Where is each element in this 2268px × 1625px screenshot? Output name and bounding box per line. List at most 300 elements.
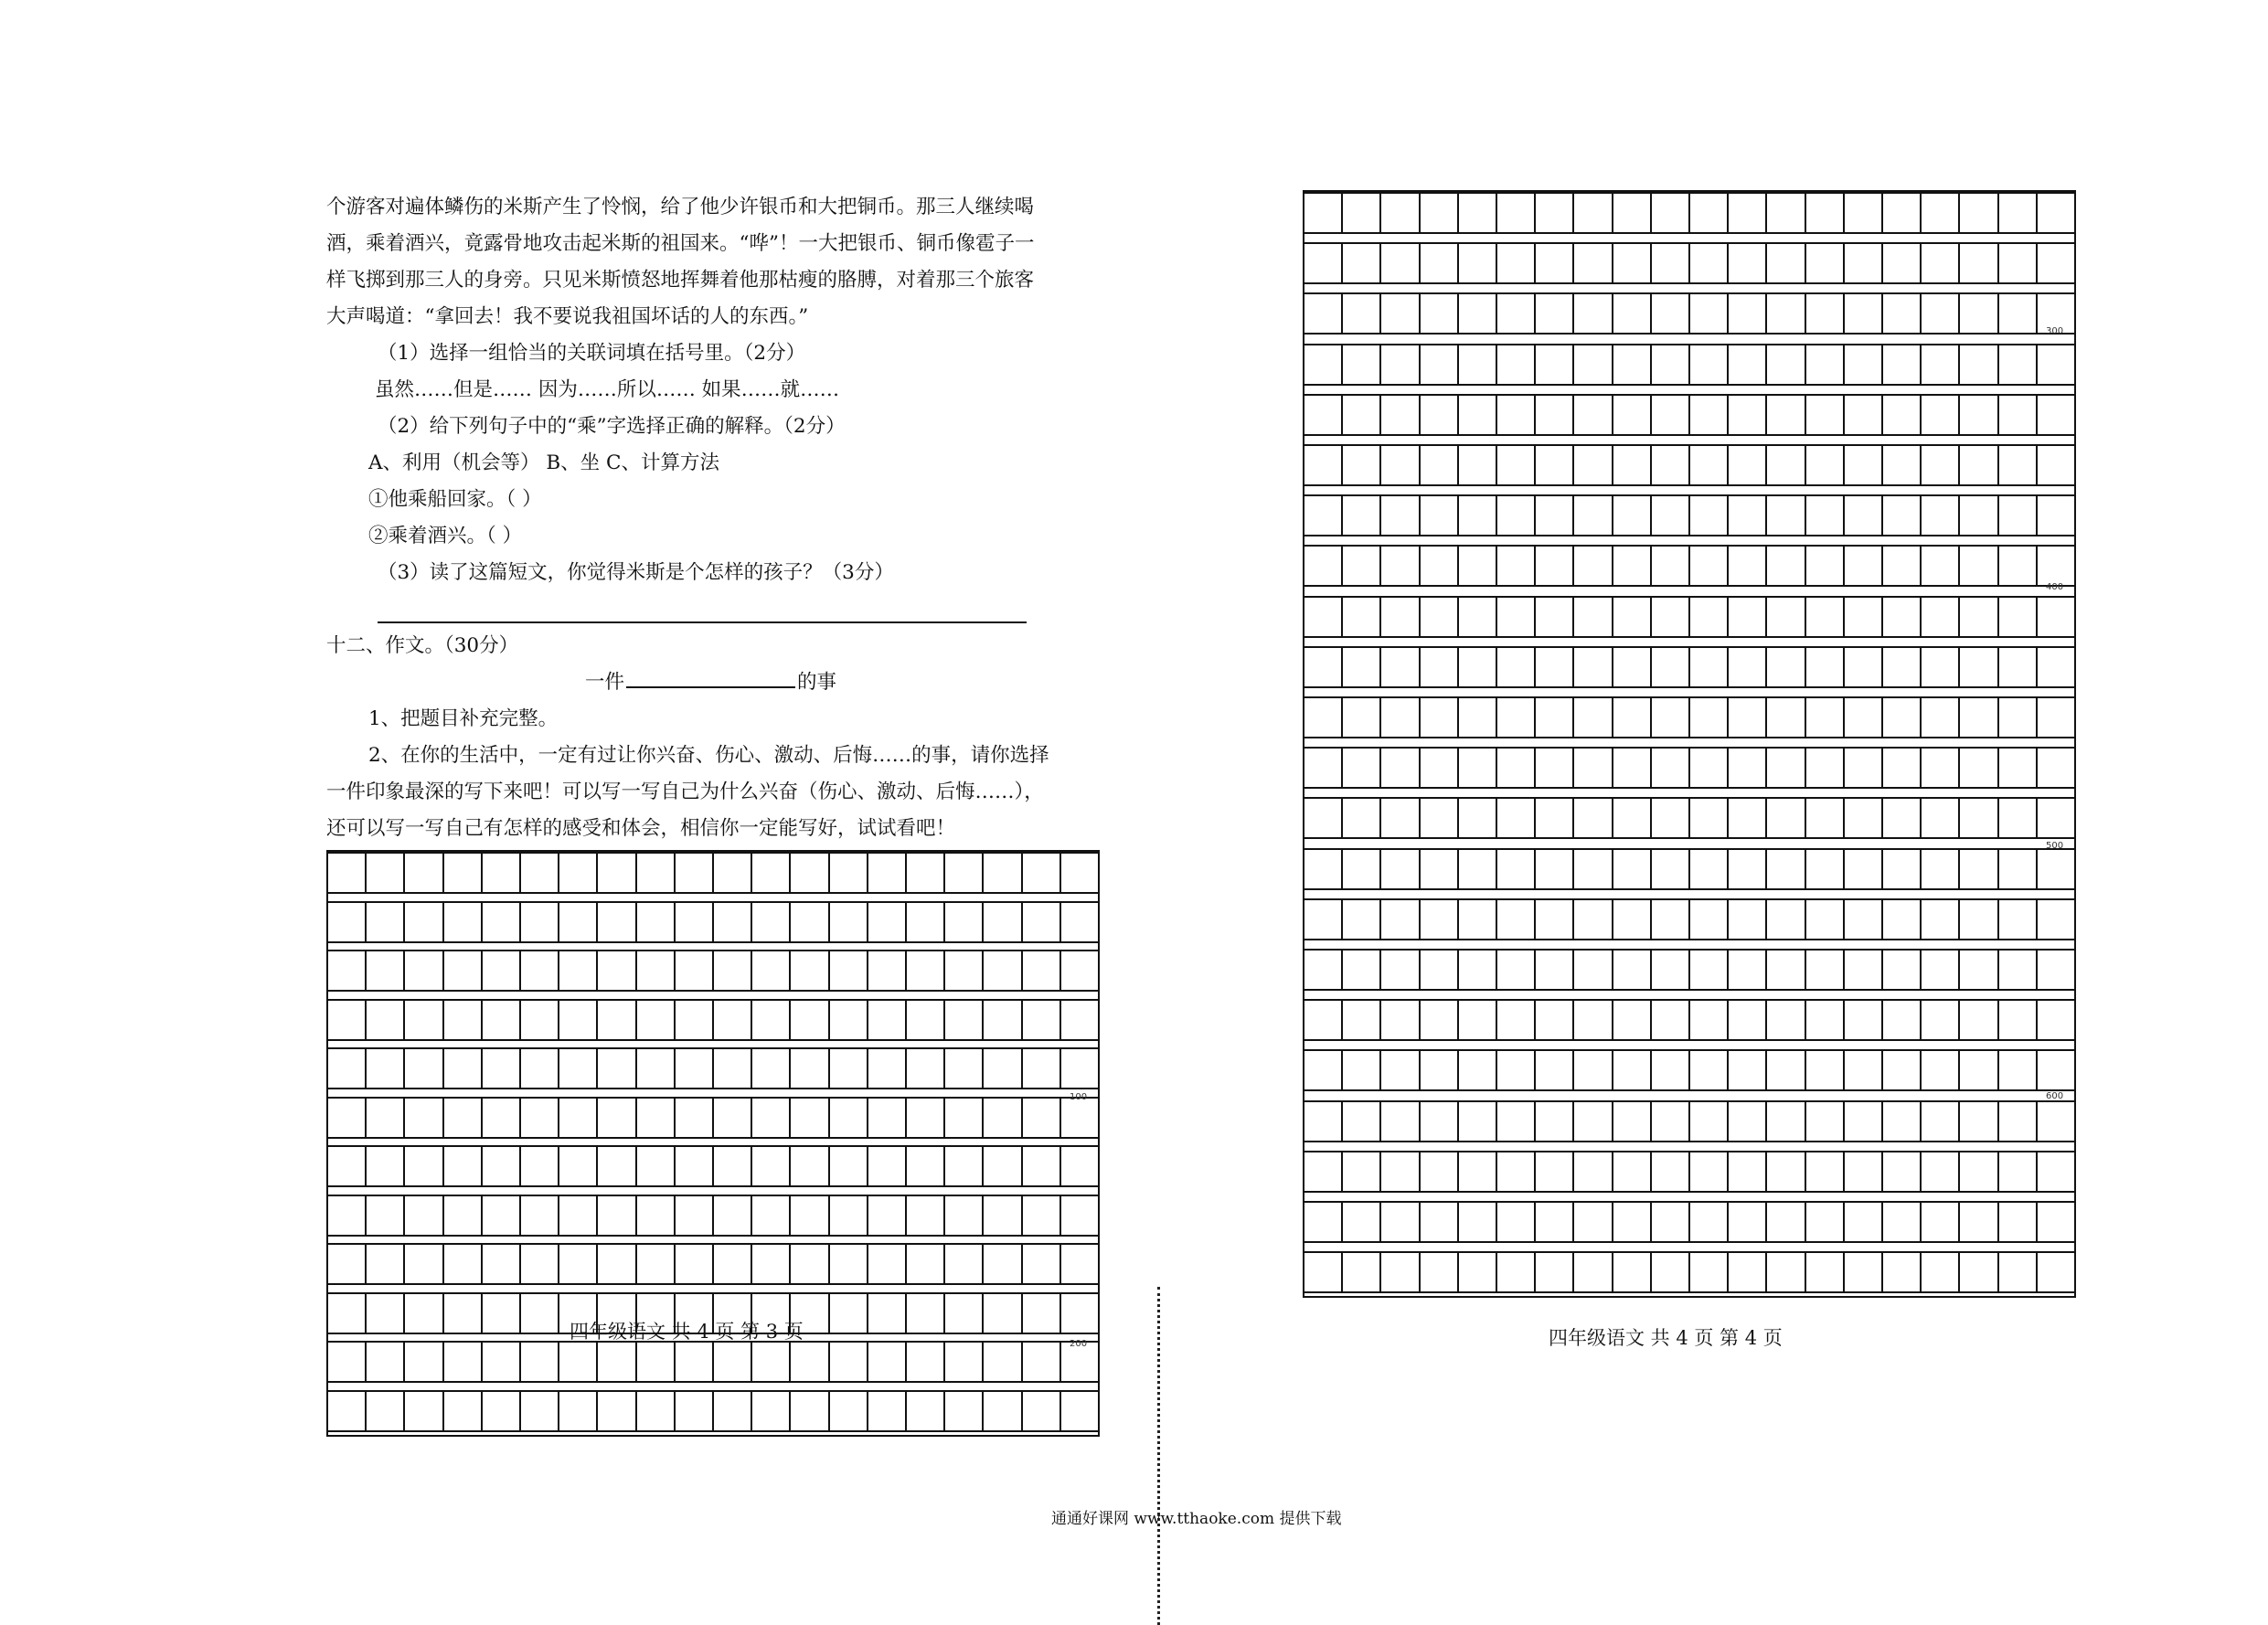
grid-cell[interactable] bbox=[714, 1196, 752, 1235]
grid-cell[interactable] bbox=[2038, 1001, 2074, 1039]
grid-cell[interactable] bbox=[830, 1049, 868, 1088]
grid-cell[interactable] bbox=[1690, 1203, 1729, 1241]
grid-cell[interactable] bbox=[1883, 547, 1922, 585]
grid-cell[interactable] bbox=[1023, 1099, 1061, 1137]
grid-cell[interactable] bbox=[637, 951, 676, 990]
grid-cell[interactable] bbox=[1922, 496, 1960, 535]
grid-cell[interactable] bbox=[1304, 698, 1343, 737]
grid-cell[interactable] bbox=[1845, 1001, 1883, 1039]
grid-cell[interactable] bbox=[1960, 1152, 1998, 1191]
grid-cell[interactable] bbox=[1613, 1152, 1652, 1191]
grid-cell[interactable] bbox=[637, 1147, 676, 1185]
grid-cell[interactable] bbox=[1806, 951, 1845, 989]
grid-cell[interactable] bbox=[2038, 1253, 2074, 1291]
grid-cell[interactable] bbox=[752, 1049, 791, 1088]
grid-cell[interactable] bbox=[1690, 294, 1729, 333]
grid-cell[interactable] bbox=[598, 1147, 636, 1185]
grid-cell[interactable] bbox=[1806, 1102, 1845, 1141]
grid-cell[interactable] bbox=[1767, 446, 1805, 484]
grid-cell[interactable] bbox=[1767, 951, 1805, 989]
grid-cell[interactable] bbox=[1061, 1049, 1098, 1088]
grid-cell[interactable] bbox=[559, 1392, 598, 1430]
grid-cell[interactable] bbox=[1061, 1099, 1098, 1137]
grid-cell[interactable] bbox=[405, 1343, 443, 1381]
grid-cell[interactable] bbox=[984, 1294, 1022, 1333]
grid-cell[interactable] bbox=[328, 1099, 367, 1137]
grid-cell[interactable] bbox=[1613, 799, 1652, 837]
grid-cell[interactable] bbox=[1421, 749, 1459, 787]
grid-cell[interactable] bbox=[984, 854, 1022, 892]
grid-cell[interactable] bbox=[1999, 547, 2038, 585]
grid-cell[interactable] bbox=[984, 1147, 1022, 1185]
grid-cell[interactable] bbox=[1497, 648, 1536, 686]
grid-cell[interactable] bbox=[945, 1147, 984, 1185]
grid-cell[interactable] bbox=[637, 1099, 676, 1137]
grid-cell[interactable] bbox=[1729, 194, 1767, 232]
grid-cell[interactable] bbox=[1381, 1152, 1420, 1191]
grid-cell[interactable] bbox=[1343, 1203, 1381, 1241]
grid-cell[interactable] bbox=[1729, 598, 1767, 636]
grid-cell[interactable] bbox=[1729, 547, 1767, 585]
grid-cell[interactable] bbox=[1613, 951, 1652, 989]
grid-cell[interactable] bbox=[559, 1049, 598, 1088]
grid-cell[interactable] bbox=[1421, 396, 1459, 434]
grid-cell[interactable] bbox=[676, 951, 714, 990]
grid-cell[interactable] bbox=[1999, 1001, 2038, 1039]
grid-cell[interactable] bbox=[984, 1001, 1022, 1039]
grid-cell[interactable] bbox=[1806, 749, 1845, 787]
grid-cell[interactable] bbox=[637, 1392, 676, 1430]
grid-cell[interactable] bbox=[1574, 648, 1613, 686]
grid-cell[interactable] bbox=[1690, 345, 1729, 384]
grid-cell[interactable] bbox=[1574, 1001, 1613, 1039]
grid-cell[interactable] bbox=[1536, 194, 1574, 232]
grid-cell[interactable] bbox=[1806, 900, 1845, 939]
grid-cell[interactable] bbox=[1767, 698, 1805, 737]
grid-cell[interactable] bbox=[1845, 900, 1883, 939]
grid-cell[interactable] bbox=[752, 1392, 791, 1430]
grid-cell[interactable] bbox=[1381, 396, 1420, 434]
grid-cell[interactable] bbox=[367, 1294, 405, 1333]
grid-cell[interactable] bbox=[521, 1196, 559, 1235]
grid-cell[interactable] bbox=[1343, 496, 1381, 535]
grid-cell[interactable] bbox=[1381, 850, 1420, 888]
grid-cell[interactable] bbox=[483, 1147, 521, 1185]
grid-cell[interactable] bbox=[444, 1343, 483, 1381]
grid-cell[interactable] bbox=[1729, 396, 1767, 434]
grid-cell[interactable] bbox=[559, 1196, 598, 1235]
grid-cell[interactable] bbox=[1613, 648, 1652, 686]
grid-cell[interactable] bbox=[907, 1196, 945, 1235]
grid-cell[interactable] bbox=[328, 1392, 367, 1430]
grid-cell[interactable] bbox=[907, 1099, 945, 1137]
grid-cell[interactable] bbox=[1999, 496, 2038, 535]
grid-cell[interactable] bbox=[1806, 698, 1845, 737]
grid-cell[interactable] bbox=[1061, 1245, 1098, 1283]
grid-cell[interactable] bbox=[367, 1343, 405, 1381]
grid-cell[interactable] bbox=[1652, 496, 1690, 535]
grid-cell[interactable] bbox=[868, 1196, 907, 1235]
grid-cell[interactable] bbox=[1999, 900, 2038, 939]
grid-cell[interactable] bbox=[1652, 749, 1690, 787]
grid-cell[interactable] bbox=[1845, 1253, 1883, 1291]
grid-cell[interactable] bbox=[1690, 1051, 1729, 1089]
grid-cell[interactable] bbox=[1421, 1152, 1459, 1191]
grid-cell[interactable] bbox=[367, 1147, 405, 1185]
grid-cell[interactable] bbox=[1922, 294, 1960, 333]
grid-cell[interactable] bbox=[752, 1343, 791, 1381]
grid-cell[interactable] bbox=[598, 1099, 636, 1137]
grid-cell[interactable] bbox=[1304, 648, 1343, 686]
grid-cell[interactable] bbox=[1459, 194, 1497, 232]
grid-cell[interactable] bbox=[1381, 951, 1420, 989]
grid-cell[interactable] bbox=[1421, 1102, 1459, 1141]
grid-cell[interactable] bbox=[1960, 446, 1998, 484]
grid-cell[interactable] bbox=[1421, 1001, 1459, 1039]
grid-cell[interactable] bbox=[1381, 799, 1420, 837]
grid-cell[interactable] bbox=[1381, 1253, 1420, 1291]
grid-cell[interactable] bbox=[483, 903, 521, 941]
grid-cell[interactable] bbox=[714, 1343, 752, 1381]
grid-cell[interactable] bbox=[1960, 547, 1998, 585]
grid-cell[interactable] bbox=[1421, 951, 1459, 989]
grid-cell[interactable] bbox=[1652, 446, 1690, 484]
grid-cell[interactable] bbox=[1421, 446, 1459, 484]
grid-cell[interactable] bbox=[1304, 1102, 1343, 1141]
grid-cell[interactable] bbox=[1652, 194, 1690, 232]
grid-cell[interactable] bbox=[1536, 799, 1574, 837]
grid-cell[interactable] bbox=[1806, 194, 1845, 232]
grid-cell[interactable] bbox=[1883, 598, 1922, 636]
grid-cell[interactable] bbox=[1883, 1152, 1922, 1191]
grid-cell[interactable] bbox=[2038, 547, 2074, 585]
grid-cell[interactable] bbox=[1421, 850, 1459, 888]
grid-cell[interactable] bbox=[791, 1196, 829, 1235]
grid-cell[interactable] bbox=[1806, 294, 1845, 333]
grid-cell[interactable] bbox=[1806, 598, 1845, 636]
grid-cell[interactable] bbox=[367, 1099, 405, 1137]
grid-cell[interactable] bbox=[1690, 900, 1729, 939]
grid-cell[interactable] bbox=[1883, 396, 1922, 434]
grid-cell[interactable] bbox=[1690, 1253, 1729, 1291]
grid-cell[interactable] bbox=[521, 951, 559, 990]
grid-cell[interactable] bbox=[405, 1245, 443, 1283]
grid-cell[interactable] bbox=[328, 1001, 367, 1039]
grid-cell[interactable] bbox=[483, 1001, 521, 1039]
grid-cell[interactable] bbox=[405, 1049, 443, 1088]
grid-cell[interactable] bbox=[1729, 648, 1767, 686]
writing-grid-left[interactable] bbox=[326, 850, 1100, 1437]
grid-cell[interactable] bbox=[2038, 244, 2074, 282]
grid-cell[interactable] bbox=[521, 1392, 559, 1430]
grid-cell[interactable] bbox=[1729, 446, 1767, 484]
grid-cell[interactable] bbox=[559, 854, 598, 892]
grid-cell[interactable] bbox=[1421, 648, 1459, 686]
grid-cell[interactable] bbox=[2038, 1152, 2074, 1191]
grid-cell[interactable] bbox=[1767, 194, 1805, 232]
grid-cell[interactable] bbox=[637, 1245, 676, 1283]
grid-cell[interactable] bbox=[1806, 1253, 1845, 1291]
grid-cell[interactable] bbox=[1883, 1253, 1922, 1291]
grid-cell[interactable] bbox=[1304, 951, 1343, 989]
grid-cell[interactable] bbox=[1497, 294, 1536, 333]
grid-cell[interactable] bbox=[1381, 244, 1420, 282]
grid-cell[interactable] bbox=[1845, 446, 1883, 484]
grid-cell[interactable] bbox=[1845, 951, 1883, 989]
grid-cell[interactable] bbox=[1536, 1203, 1574, 1241]
grid-cell[interactable] bbox=[1304, 598, 1343, 636]
grid-cell[interactable] bbox=[1304, 1001, 1343, 1039]
grid-cell[interactable] bbox=[1497, 598, 1536, 636]
grid-cell[interactable] bbox=[1613, 1102, 1652, 1141]
grid-cell[interactable] bbox=[868, 951, 907, 990]
grid-cell[interactable] bbox=[1536, 294, 1574, 333]
grid-cell[interactable] bbox=[1381, 900, 1420, 939]
grid-cell[interactable] bbox=[483, 1196, 521, 1235]
grid-cell[interactable] bbox=[1304, 1051, 1343, 1089]
grid-cell[interactable] bbox=[868, 1392, 907, 1430]
grid-cell[interactable] bbox=[367, 1049, 405, 1088]
grid-cell[interactable] bbox=[1459, 1152, 1497, 1191]
grid-cell[interactable] bbox=[1459, 648, 1497, 686]
grid-cell[interactable] bbox=[1999, 648, 2038, 686]
grid-cell[interactable] bbox=[1574, 547, 1613, 585]
grid-cell[interactable] bbox=[1922, 850, 1960, 888]
grid-cell[interactable] bbox=[1421, 598, 1459, 636]
grid-cell[interactable] bbox=[521, 1099, 559, 1137]
grid-cell[interactable] bbox=[676, 1245, 714, 1283]
grid-cell[interactable] bbox=[1922, 900, 1960, 939]
grid-cell[interactable] bbox=[1922, 1253, 1960, 1291]
grid-cell[interactable] bbox=[1613, 749, 1652, 787]
grid-cell[interactable] bbox=[791, 951, 829, 990]
grid-cell[interactable] bbox=[444, 1245, 483, 1283]
grid-cell[interactable] bbox=[1381, 446, 1420, 484]
grid-cell[interactable] bbox=[1497, 496, 1536, 535]
grid-cell[interactable] bbox=[1459, 446, 1497, 484]
grid-cell[interactable] bbox=[1922, 345, 1960, 384]
grid-cell[interactable] bbox=[984, 1196, 1022, 1235]
grid-cell[interactable] bbox=[984, 1049, 1022, 1088]
grid-cell[interactable] bbox=[1767, 1102, 1805, 1141]
grid-cell[interactable] bbox=[328, 1343, 367, 1381]
grid-cell[interactable] bbox=[1421, 799, 1459, 837]
grid-cell[interactable] bbox=[1960, 1253, 1998, 1291]
grid-cell[interactable] bbox=[405, 1392, 443, 1430]
grid-cell[interactable] bbox=[984, 1099, 1022, 1137]
grid-cell[interactable] bbox=[559, 951, 598, 990]
grid-cell[interactable] bbox=[984, 1343, 1022, 1381]
grid-cell[interactable] bbox=[676, 903, 714, 941]
grid-cell[interactable] bbox=[1574, 749, 1613, 787]
grid-cell[interactable] bbox=[1883, 345, 1922, 384]
grid-cell[interactable] bbox=[1381, 194, 1420, 232]
grid-cell[interactable] bbox=[1304, 547, 1343, 585]
grid-cell[interactable] bbox=[2038, 1203, 2074, 1241]
grid-cell[interactable] bbox=[598, 1245, 636, 1283]
grid-cell[interactable] bbox=[830, 951, 868, 990]
grid-cell[interactable] bbox=[1061, 903, 1098, 941]
grid-cell[interactable] bbox=[444, 1294, 483, 1333]
grid-cell[interactable] bbox=[945, 1392, 984, 1430]
grid-cell[interactable] bbox=[1883, 698, 1922, 737]
grid-cell[interactable] bbox=[598, 1343, 636, 1381]
grid-cell[interactable] bbox=[714, 1147, 752, 1185]
grid-cell[interactable] bbox=[1459, 598, 1497, 636]
grid-cell[interactable] bbox=[1536, 345, 1574, 384]
grid-cell[interactable] bbox=[598, 951, 636, 990]
grid-cell[interactable] bbox=[1806, 396, 1845, 434]
grid-cell[interactable] bbox=[714, 951, 752, 990]
grid-cell[interactable] bbox=[714, 1001, 752, 1039]
grid-cell[interactable] bbox=[714, 1392, 752, 1430]
grid-cell[interactable] bbox=[945, 1196, 984, 1235]
grid-cell[interactable] bbox=[1729, 698, 1767, 737]
grid-cell[interactable] bbox=[1023, 1343, 1061, 1381]
grid-cell[interactable] bbox=[868, 903, 907, 941]
grid-cell[interactable] bbox=[328, 1245, 367, 1283]
grid-cell[interactable] bbox=[2038, 749, 2074, 787]
grid-cell[interactable] bbox=[1883, 951, 1922, 989]
grid-cell[interactable] bbox=[1421, 698, 1459, 737]
grid-cell[interactable] bbox=[1729, 244, 1767, 282]
grid-cell[interactable] bbox=[1304, 799, 1343, 837]
grid-cell[interactable] bbox=[598, 854, 636, 892]
grid-cell[interactable] bbox=[1381, 1203, 1420, 1241]
grid-cell[interactable] bbox=[1883, 194, 1922, 232]
grid-cell[interactable] bbox=[1574, 1102, 1613, 1141]
grid-cell[interactable] bbox=[444, 1049, 483, 1088]
grid-cell[interactable] bbox=[1767, 244, 1805, 282]
grid-cell[interactable] bbox=[1845, 698, 1883, 737]
grid-cell[interactable] bbox=[1343, 698, 1381, 737]
grid-cell[interactable] bbox=[1767, 547, 1805, 585]
grid-cell[interactable] bbox=[2038, 900, 2074, 939]
grid-cell[interactable] bbox=[1690, 547, 1729, 585]
grid-cell[interactable] bbox=[559, 1001, 598, 1039]
grid-cell[interactable] bbox=[1061, 1294, 1098, 1333]
grid-cell[interactable] bbox=[328, 903, 367, 941]
grid-cell[interactable] bbox=[868, 1049, 907, 1088]
grid-cell[interactable] bbox=[907, 951, 945, 990]
grid-cell[interactable] bbox=[1999, 850, 2038, 888]
grid-cell[interactable] bbox=[945, 1294, 984, 1333]
grid-cell[interactable] bbox=[367, 1245, 405, 1283]
grid-cell[interactable] bbox=[1343, 598, 1381, 636]
grid-cell[interactable] bbox=[830, 1001, 868, 1039]
grid-cell[interactable] bbox=[1613, 446, 1652, 484]
grid-cell[interactable] bbox=[1690, 698, 1729, 737]
grid-cell[interactable] bbox=[405, 1147, 443, 1185]
grid-cell[interactable] bbox=[2038, 698, 2074, 737]
grid-cell[interactable] bbox=[1381, 698, 1420, 737]
grid-cell[interactable] bbox=[1845, 547, 1883, 585]
grid-cell[interactable] bbox=[1343, 1152, 1381, 1191]
grid-cell[interactable] bbox=[1767, 850, 1805, 888]
grid-cell[interactable] bbox=[1883, 799, 1922, 837]
grid-cell[interactable] bbox=[1343, 446, 1381, 484]
grid-cell[interactable] bbox=[1421, 547, 1459, 585]
grid-cell[interactable] bbox=[1960, 799, 1998, 837]
grid-cell[interactable] bbox=[1729, 749, 1767, 787]
grid-cell[interactable] bbox=[1343, 345, 1381, 384]
grid-cell[interactable] bbox=[1343, 396, 1381, 434]
grid-cell[interactable] bbox=[1497, 799, 1536, 837]
grid-cell[interactable] bbox=[1690, 446, 1729, 484]
grid-cell[interactable] bbox=[1806, 244, 1845, 282]
grid-cell[interactable] bbox=[1729, 1051, 1767, 1089]
grid-cell[interactable] bbox=[1536, 648, 1574, 686]
grid-cell[interactable] bbox=[367, 1001, 405, 1039]
grid-cell[interactable] bbox=[830, 903, 868, 941]
grid-cell[interactable] bbox=[1574, 1203, 1613, 1241]
grid-cell[interactable] bbox=[1999, 749, 2038, 787]
grid-cell[interactable] bbox=[1023, 1196, 1061, 1235]
grid-cell[interactable] bbox=[483, 854, 521, 892]
grid-cell[interactable] bbox=[1652, 1253, 1690, 1291]
grid-cell[interactable] bbox=[637, 1343, 676, 1381]
grid-cell[interactable] bbox=[1729, 294, 1767, 333]
grid-cell[interactable] bbox=[907, 1147, 945, 1185]
grid-cell[interactable] bbox=[328, 1147, 367, 1185]
grid-cell[interactable] bbox=[1536, 698, 1574, 737]
grid-cell[interactable] bbox=[1729, 951, 1767, 989]
grid-cell[interactable] bbox=[1613, 1253, 1652, 1291]
grid-cell[interactable] bbox=[676, 1099, 714, 1137]
grid-cell[interactable] bbox=[1574, 1253, 1613, 1291]
grid-cell[interactable] bbox=[1381, 1102, 1420, 1141]
grid-cell[interactable] bbox=[1574, 1051, 1613, 1089]
grid-cell[interactable] bbox=[1381, 598, 1420, 636]
grid-cell[interactable] bbox=[1767, 396, 1805, 434]
grid-cell[interactable] bbox=[483, 951, 521, 990]
grid-cell[interactable] bbox=[1922, 547, 1960, 585]
grid-cell[interactable] bbox=[1304, 194, 1343, 232]
grid-cell[interactable] bbox=[598, 1001, 636, 1039]
grid-cell[interactable] bbox=[1497, 1051, 1536, 1089]
grid-cell[interactable] bbox=[1304, 244, 1343, 282]
grid-cell[interactable] bbox=[1883, 1001, 1922, 1039]
grid-cell[interactable] bbox=[1767, 598, 1805, 636]
grid-cell[interactable] bbox=[1304, 294, 1343, 333]
grid-cell[interactable] bbox=[1883, 1051, 1922, 1089]
grid-cell[interactable] bbox=[1613, 900, 1652, 939]
grid-cell[interactable] bbox=[1497, 1253, 1536, 1291]
grid-cell[interactable] bbox=[1960, 698, 1998, 737]
grid-cell[interactable] bbox=[1690, 850, 1729, 888]
grid-cell[interactable] bbox=[1061, 951, 1098, 990]
grid-cell[interactable] bbox=[1999, 396, 2038, 434]
grid-cell[interactable] bbox=[1883, 900, 1922, 939]
grid-cell[interactable] bbox=[1960, 951, 1998, 989]
grid-cell[interactable] bbox=[1960, 1051, 1998, 1089]
grid-cell[interactable] bbox=[1497, 194, 1536, 232]
grid-cell[interactable] bbox=[1883, 648, 1922, 686]
grid-cell[interactable] bbox=[1613, 547, 1652, 585]
grid-cell[interactable] bbox=[1304, 446, 1343, 484]
grid-cell[interactable] bbox=[2038, 799, 2074, 837]
grid-cell[interactable] bbox=[1421, 294, 1459, 333]
grid-cell[interactable] bbox=[1999, 345, 2038, 384]
grid-cell[interactable] bbox=[367, 951, 405, 990]
grid-cell[interactable] bbox=[1381, 1051, 1420, 1089]
grid-cell[interactable] bbox=[830, 1392, 868, 1430]
grid-cell[interactable] bbox=[1574, 850, 1613, 888]
grid-cell[interactable] bbox=[830, 1245, 868, 1283]
grid-cell[interactable] bbox=[1459, 850, 1497, 888]
grid-cell[interactable] bbox=[1806, 1152, 1845, 1191]
grid-cell[interactable] bbox=[1459, 547, 1497, 585]
